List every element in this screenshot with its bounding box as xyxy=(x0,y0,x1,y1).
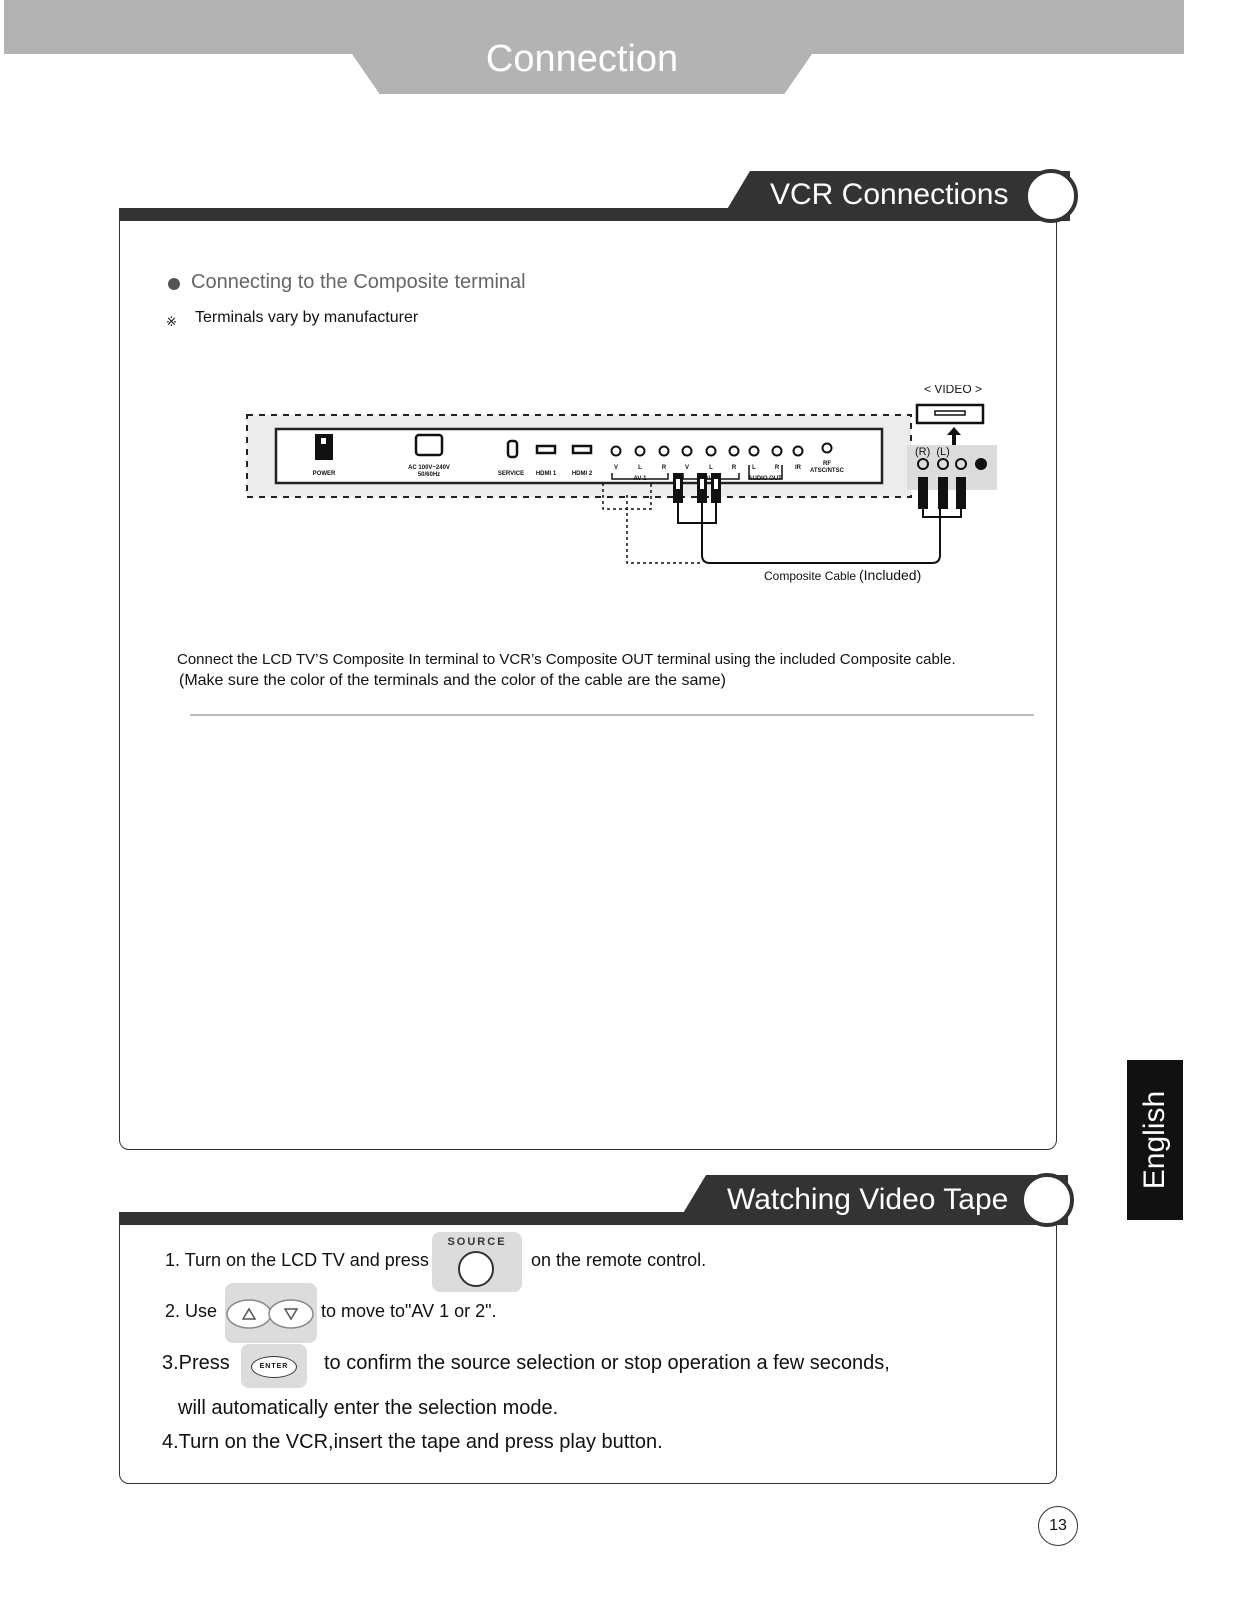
port-label: AV xyxy=(704,476,713,482)
port-label: AV 1 xyxy=(633,476,647,482)
connection-diagram xyxy=(240,385,1020,605)
down-arrow-button xyxy=(269,1300,313,1328)
instruction-line-1: Connect the LCD TV’S Composite In terminal to VCR’s Composite OUT terminal using the included Composite cable. xyxy=(177,651,956,668)
port-label: SERVICE xyxy=(497,471,525,477)
vcr-svideo-jack-icon xyxy=(975,458,987,470)
step-3-suffix: to confirm the source selection or stop operation a few seconds, xyxy=(324,1352,890,1374)
arrow-buttons[interactable] xyxy=(225,1283,317,1343)
arrow-up-icon xyxy=(947,427,961,447)
section-title-circle-icon xyxy=(1024,169,1078,223)
port-label: HDMI 1 xyxy=(535,471,557,477)
port-label: V xyxy=(684,465,690,471)
language-tab xyxy=(1127,1060,1183,1220)
port-label: 50/60Hz xyxy=(417,472,441,478)
section-title-circle-icon xyxy=(1020,1173,1074,1227)
section-title: Watching Video Tape xyxy=(727,1183,1009,1216)
subheading: Connecting to the Composite terminal xyxy=(191,271,526,293)
source-button[interactable] xyxy=(432,1232,522,1292)
step-4-text: 4.Turn on the VCR,insert the tape and press play button. xyxy=(162,1431,663,1453)
step-1-suffix: on the remote control. xyxy=(531,1250,707,1270)
port-label: AUDIO OUT xyxy=(748,476,782,482)
port-label: HDMI 2 xyxy=(571,471,593,477)
port-label: R xyxy=(731,465,737,471)
instruction-line-2: (Make sure the color of the terminals and the color of the cable are the same) xyxy=(179,672,726,689)
language-label: English xyxy=(1138,1090,1171,1190)
port-label: AC 100V~240V xyxy=(408,465,450,471)
page-number: 13 xyxy=(1038,1506,1078,1546)
up-arrow-button xyxy=(227,1300,271,1328)
port-label: IR xyxy=(795,465,801,471)
rl-label: (R) (L) xyxy=(915,446,950,458)
note-symbol: ※ xyxy=(166,314,177,329)
video-label: < VIDEO > xyxy=(924,385,983,396)
note-text: Terminals vary by manufacturer xyxy=(195,309,419,326)
source-label: SOURCE xyxy=(447,1236,507,1248)
section-title: VCR Connections xyxy=(770,178,1009,211)
page-title: Connection xyxy=(485,38,679,80)
port-label: ATSC/NTSC xyxy=(810,468,844,474)
step-2-text: 2. Use xyxy=(165,1301,218,1321)
step-3-text: 3.Press xyxy=(162,1352,230,1374)
divider xyxy=(190,714,1034,716)
source-circle-icon xyxy=(458,1251,494,1287)
port-label: RF xyxy=(823,461,831,467)
bullet-icon xyxy=(168,278,180,290)
step-3-continued: will automatically enter the selection mode. xyxy=(178,1397,559,1419)
port-label: R xyxy=(661,465,667,471)
vcr-device-icon xyxy=(917,405,983,423)
port-label: L xyxy=(752,465,756,471)
enter-label: ENTER xyxy=(251,1356,297,1378)
step-1-text: 1. Turn on the LCD TV and press xyxy=(165,1250,429,1270)
cable-label: Composite Cable xyxy=(764,569,857,583)
enter-button[interactable] xyxy=(241,1344,307,1388)
port-label: R xyxy=(774,465,780,471)
port-label: V xyxy=(613,465,619,471)
step-2-suffix: to move to"AV 1 or 2". xyxy=(321,1301,497,1321)
cable-label-included: (Included) xyxy=(859,567,922,583)
port-label: POWER xyxy=(312,471,336,477)
power-switch-icon xyxy=(315,434,333,460)
port-label: L xyxy=(638,465,642,471)
port-label: L xyxy=(709,465,713,471)
